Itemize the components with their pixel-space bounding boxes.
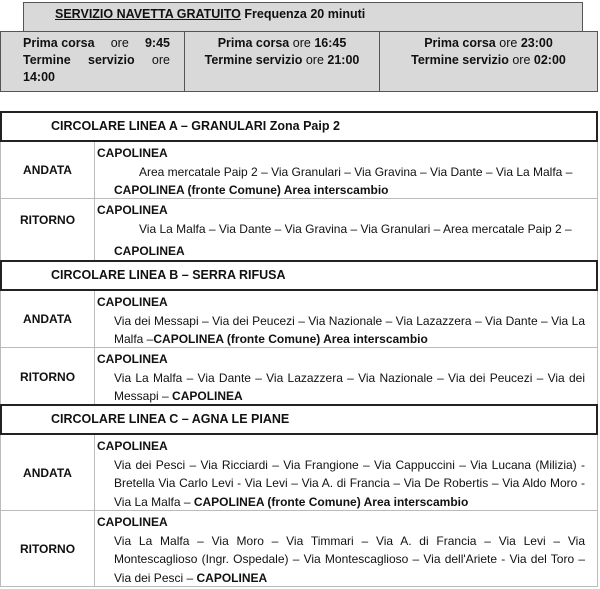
first-run-time: 23:00 xyxy=(520,36,553,50)
route-stops: Via La Malfa – Via Dante – Via Gravina – Via Granulari – Area mercatale Paip 2 – xyxy=(139,221,572,236)
first-run-line xyxy=(386,35,591,52)
ore-word: ore xyxy=(305,53,324,67)
last-run-label: Termine servizio xyxy=(411,53,509,67)
route-content xyxy=(97,513,585,587)
first-run-time: 16:45 xyxy=(314,36,347,50)
capolinea-end: CAPOLINEA xyxy=(172,389,243,403)
line-b-ritorno-row xyxy=(0,348,598,405)
route-content xyxy=(97,144,585,200)
service-frequency: Frequenza 20 minuti xyxy=(240,7,366,21)
capolinea-start: CAPOLINEA xyxy=(97,515,168,529)
capolinea-start: CAPOLINEA xyxy=(97,352,168,366)
last-run-line xyxy=(191,52,373,69)
route-stops-text: Via La Malfa – Via Moro – Via Timmari – Via A. di Francia – Via Levi – Via Montescaglioso (Ingr. Ospedale) – Via Montescaglioso – Via dell'Ariete - Via del Toro – Via dei Pesci – xyxy=(114,533,585,585)
route-stops xyxy=(97,369,585,406)
line-c-andata-row xyxy=(0,435,598,511)
service-title xyxy=(23,2,583,31)
last-run-time: 14:00 xyxy=(23,70,55,84)
line-a-ritorno-end-row xyxy=(0,241,598,261)
route-stops-text: Via dei Messapi – Via dei Peucezi – Via Nazionale – Via Lazazzera – Via Dante – Via La Malfa – xyxy=(114,313,585,346)
capolinea-end: CAPOLINEA (fronte Comune) Area interscambio xyxy=(153,332,428,346)
capolinea-start: CAPOLINEA xyxy=(97,295,168,309)
route-content xyxy=(97,293,585,349)
capolinea-start: CAPOLINEA xyxy=(97,146,168,160)
capolinea-end: CAPOLINEA (fronte Comune) Area interscambio xyxy=(193,494,469,509)
capolinea-end: CAPOLINEA xyxy=(114,244,185,258)
route-stops-text: Via La Malfa – Via Dante – Via Lazazzera – Via Nazionale – Via dei Peucezi – Via dei Messapi – xyxy=(114,370,585,403)
line-a-title: CIRCOLARE LINEA A – GRANULARI Zona Paip 2 xyxy=(0,111,598,142)
line-b-andata-row xyxy=(0,291,598,348)
first-run-line xyxy=(191,35,373,52)
route-content xyxy=(97,350,585,406)
line-c-ritorno-row xyxy=(0,511,598,587)
last-run-time: 21:00 xyxy=(327,53,360,67)
ore-word: ore xyxy=(499,36,518,50)
last-run-line xyxy=(23,52,170,69)
first-run-line xyxy=(23,35,170,52)
route-content xyxy=(97,242,585,261)
service-title-main: SERVIZIO NAVETTA GRATUITO xyxy=(55,7,241,21)
last-run-label: Termine servizio xyxy=(204,53,303,67)
direction-label: RITORNO xyxy=(1,511,95,586)
direction-cell-empty xyxy=(1,241,95,261)
route-content xyxy=(97,201,585,238)
direction-label: ANDATA xyxy=(1,291,95,347)
line-b-title: CIRCOLARE LINEA B – SERRA RIFUSA xyxy=(0,260,598,291)
ore-word: ore xyxy=(512,53,531,67)
capolinea-end: CAPOLINEA xyxy=(196,570,268,585)
last-run-time: 02:00 xyxy=(533,53,566,67)
route-stops xyxy=(97,532,585,588)
route-stops xyxy=(97,312,585,349)
first-run-label: Prima corsa xyxy=(217,36,290,50)
first-run-label: Prima corsa xyxy=(23,36,95,50)
last-run-label: Termine xyxy=(23,53,71,67)
route-stops-text: Via dei Pesci – Via Ricciardi – Via Frangione – Via Cappuccini – Via Lucana (Milizia) - Bretella Via Carlo Levi - Via Levi – Via A. di Francia – Via De Robertis – Via Aldo Moro - Via La Malfa – xyxy=(114,457,585,509)
direction-label: RITORNO xyxy=(1,199,95,241)
last-run-label-2: servizio xyxy=(88,53,135,67)
schedule-row xyxy=(0,31,598,92)
schedule-cell-3 xyxy=(380,32,597,91)
last-run-line xyxy=(386,52,591,69)
ore-word: ore xyxy=(110,36,129,50)
direction-label: ANDATA xyxy=(1,435,95,510)
first-run-time: 9:45 xyxy=(144,36,170,50)
route-stops xyxy=(97,456,585,512)
line-a-ritorno-row xyxy=(0,199,598,241)
capolinea-start: CAPOLINEA xyxy=(97,203,168,217)
schedule-cell-2 xyxy=(185,32,380,91)
direction-label: RITORNO xyxy=(1,348,95,405)
line-a-andata-row xyxy=(0,142,598,199)
line-c-title: CIRCOLARE LINEA C – AGNA LE PIANE xyxy=(0,404,598,435)
ore-word: ore xyxy=(151,53,170,67)
direction-label: ANDATA xyxy=(1,142,95,198)
schedule-cell-1 xyxy=(1,32,185,91)
first-run-label: Prima corsa xyxy=(424,36,496,50)
route-stops: Area mercatale Paip 2 – Via Granulari – Via Gravina – Via Dante – Via La Malfa – xyxy=(139,164,573,179)
capolinea-start: CAPOLINEA xyxy=(97,439,168,453)
ore-word: ore xyxy=(292,36,311,50)
route-content xyxy=(97,437,585,511)
capolinea-end: CAPOLINEA (fronte Comune) Area interscambio xyxy=(114,183,389,197)
